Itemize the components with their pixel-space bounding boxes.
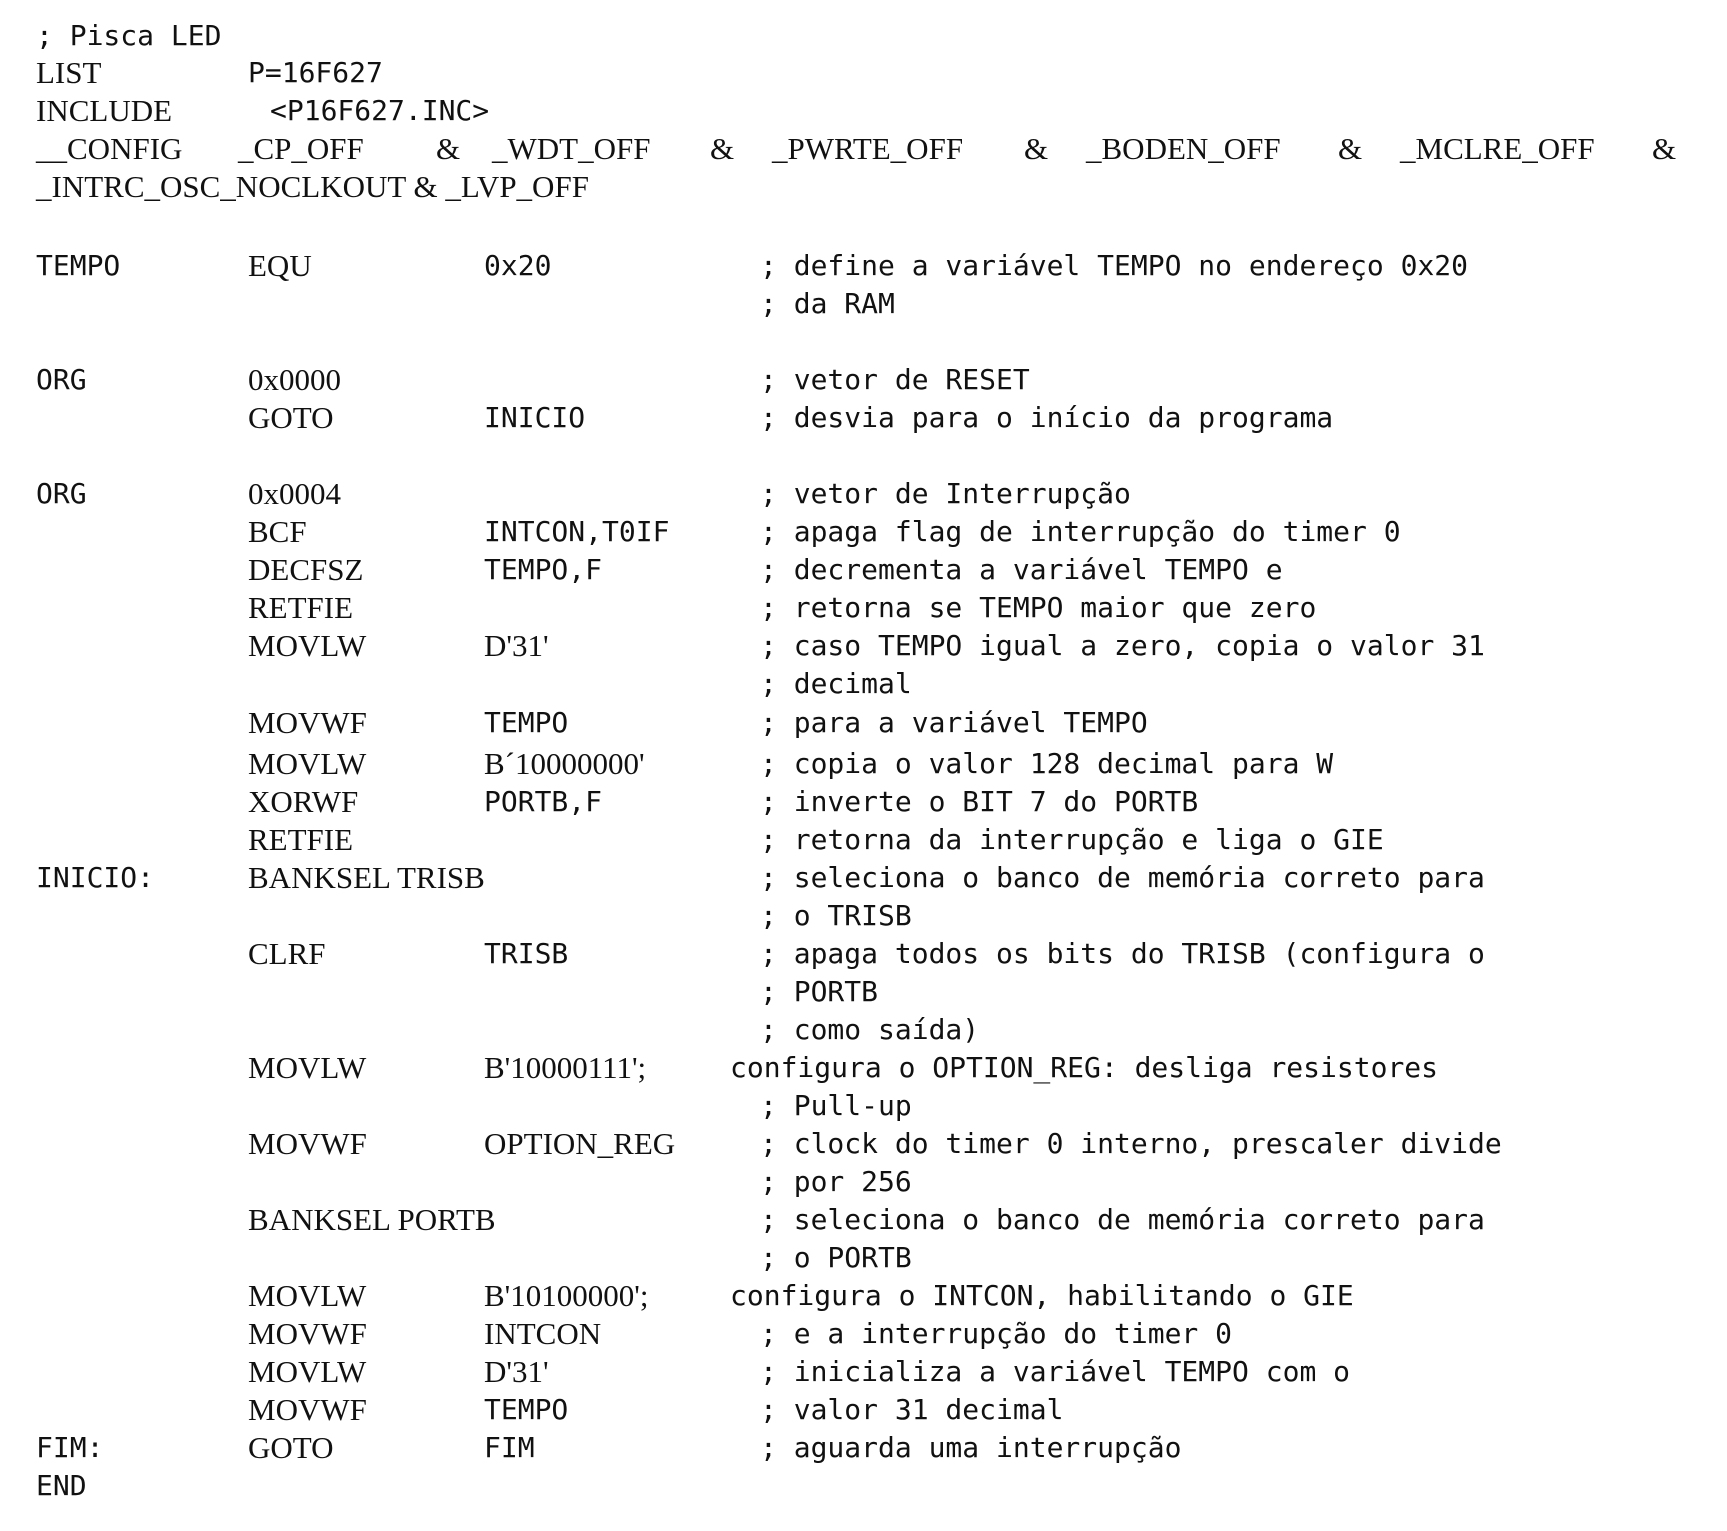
- line-comment: ; e a interrupção do timer 0: [760, 1317, 1233, 1350]
- config-continuation: _INTRC_OSC_NOCLKOUT & _LVP_OFF: [36, 169, 589, 204]
- line-operand: B´10000000': [484, 746, 645, 781]
- list-line: [0, 53, 1727, 93]
- config-token: &: [710, 131, 735, 166]
- line-operand: OPTION_REG: [484, 1126, 676, 1161]
- line-operand: B'10000111';: [484, 1050, 647, 1085]
- line-opcode: XORWF: [248, 784, 359, 819]
- code-line: [0, 626, 1727, 666]
- config-token: _WDT_OFF: [492, 131, 651, 166]
- header-title-line: [0, 16, 1727, 56]
- config-token: &: [436, 131, 461, 166]
- code-line: [0, 284, 1727, 324]
- line-comment: ; retorna da interrupção e liga o GIE: [760, 823, 1384, 856]
- code-line: [0, 1314, 1727, 1354]
- include-value: <P16F627.INC>: [270, 94, 490, 127]
- config-token: &: [1024, 131, 1049, 166]
- line-comment: ; seleciona o banco de memória correto para: [760, 1203, 1485, 1236]
- line-comment: ; retorna se TEMPO maior que zero: [760, 591, 1317, 624]
- line-comment: ; clock do timer 0 interno, prescaler divide: [760, 1127, 1502, 1160]
- line-operand: B'10100000';: [484, 1278, 649, 1313]
- line-comment: ; da RAM: [760, 287, 895, 320]
- line-operand: TRISB: [484, 937, 569, 970]
- code-line: [0, 1010, 1727, 1050]
- config-token: _BODEN_OFF: [1086, 131, 1281, 166]
- line-opcode: MOVLW: [248, 628, 367, 663]
- line-operand: 0x20: [484, 249, 552, 282]
- config-token: _MCLRE_OFF: [1400, 131, 1595, 166]
- config-token: &: [1338, 131, 1363, 166]
- line-comment: ; desvia para o início da programa: [760, 401, 1334, 434]
- line-comment: ; apaga flag de interrupção do timer 0: [760, 515, 1401, 548]
- line-opcode: BANKSEL TRISB: [248, 860, 485, 895]
- line-opcode: GOTO: [248, 1430, 334, 1465]
- line-label: ORG: [36, 363, 87, 396]
- line-operand: FIM: [484, 1431, 535, 1464]
- line-comment: ; valor 31 decimal: [760, 1393, 1064, 1426]
- line-opcode: GOTO: [248, 400, 334, 435]
- line-opcode: MOVLW: [248, 1050, 367, 1085]
- code-line: [0, 1276, 1727, 1316]
- line-comment: ; apaga todos os bits do TRISB (configura o: [760, 937, 1485, 970]
- line-opcode: BCF: [248, 514, 307, 549]
- line-operand: TEMPO,F: [484, 553, 603, 586]
- line-comment: ; como saída): [760, 1013, 980, 1046]
- code-line: [0, 1124, 1727, 1164]
- code-line: [0, 588, 1727, 628]
- line-opcode: MOVWF: [248, 1392, 367, 1427]
- code-line: [0, 1352, 1727, 1392]
- code-line: [0, 858, 1727, 898]
- line-operand: INTCON: [484, 1316, 602, 1351]
- line-label: TEMPO: [36, 249, 121, 282]
- code-line: [0, 744, 1727, 784]
- line-comment: ; copia o valor 128 decimal para W: [760, 747, 1334, 780]
- include-line: [0, 91, 1727, 131]
- line-comment: configura o OPTION_REG: desliga resistores: [730, 1051, 1439, 1084]
- line-comment: ; seleciona o banco de memória correto para: [760, 861, 1485, 894]
- line-operand: D'31': [484, 628, 549, 663]
- include-directive: INCLUDE: [36, 93, 173, 128]
- code-line: [0, 703, 1727, 743]
- code-line: [0, 934, 1727, 974]
- code-line: [0, 360, 1727, 400]
- line-opcode: RETFIE: [248, 590, 354, 625]
- line-opcode: MOVLW: [248, 746, 367, 781]
- line-opcode: 0x0004: [248, 476, 341, 511]
- code-line: [0, 972, 1727, 1012]
- line-operand: INTCON,T0IF: [484, 515, 670, 548]
- line-operand: PORTB,F: [484, 785, 603, 818]
- config-token: _CP_OFF: [238, 131, 364, 166]
- line-opcode: MOVLW: [248, 1354, 367, 1389]
- config-line-1: [0, 129, 1727, 169]
- line-opcode: 0x0000: [248, 362, 341, 397]
- line-operand: TEMPO: [484, 1393, 569, 1426]
- code-line: [0, 246, 1727, 286]
- line-label: END: [36, 1469, 87, 1502]
- line-label: FIM:: [36, 1431, 104, 1464]
- code-line: [0, 1390, 1727, 1430]
- line-comment: ; para a variável TEMPO: [760, 706, 1148, 739]
- line-comment: ; Pull-up: [760, 1089, 912, 1122]
- line-comment: ; inverte o BIT 7 do PORTB: [760, 785, 1199, 818]
- code-line: [0, 1048, 1727, 1088]
- line-comment: ; por 256: [760, 1165, 912, 1198]
- code-line: [0, 1238, 1727, 1278]
- line-opcode: BANKSEL PORTB: [248, 1202, 496, 1237]
- line-label: INICIO:: [36, 861, 155, 894]
- line-comment: ; decimal: [760, 667, 912, 700]
- code-line: [0, 664, 1727, 704]
- line-comment: ; decrementa a variável TEMPO e: [760, 553, 1283, 586]
- line-comment: configura o INTCON, habilitando o GIE: [730, 1279, 1354, 1312]
- code-line: [0, 1162, 1727, 1202]
- code-line: [0, 896, 1727, 936]
- config-token: __CONFIG: [36, 131, 183, 166]
- code-line: [0, 782, 1727, 822]
- line-operand: TEMPO: [484, 706, 569, 739]
- code-line: [0, 1200, 1727, 1240]
- line-comment: ; define a variável TEMPO no endereço 0x20: [760, 249, 1469, 282]
- code-line: [0, 1428, 1727, 1468]
- config-token: _PWRTE_OFF: [772, 131, 964, 166]
- line-opcode: MOVLW: [248, 1278, 367, 1313]
- line-opcode: EQU: [248, 248, 312, 283]
- config-token: &: [1652, 131, 1677, 166]
- line-comment: ; aguarda uma interrupção: [760, 1431, 1182, 1464]
- line-comment: ; inicializa a variável TEMPO com o: [760, 1355, 1351, 1388]
- line-comment: ; o TRISB: [760, 899, 912, 932]
- line-comment: ; PORTB: [760, 975, 879, 1008]
- line-opcode: RETFIE: [248, 822, 354, 857]
- list-directive: LIST: [36, 55, 102, 90]
- line-label: ORG: [36, 477, 87, 510]
- line-opcode: MOVWF: [248, 1316, 367, 1351]
- line-opcode: CLRF: [248, 936, 326, 971]
- line-comment: ; o PORTB: [760, 1241, 912, 1274]
- line-operand: D'31': [484, 1354, 549, 1389]
- code-line: [0, 550, 1727, 590]
- code-line: [0, 398, 1727, 438]
- program-title: ; Pisca LED: [36, 19, 222, 52]
- line-operand: INICIO: [484, 401, 586, 434]
- code-line: [0, 474, 1727, 514]
- code-line: [0, 1086, 1727, 1126]
- code-line: [0, 1466, 1727, 1506]
- list-value: P=16F627: [248, 56, 383, 89]
- line-comment: ; vetor de Interrupção: [760, 477, 1131, 510]
- line-comment: ; caso TEMPO igual a zero, copia o valor 31: [760, 629, 1485, 662]
- code-line: [0, 820, 1727, 860]
- line-comment: ; vetor de RESET: [760, 363, 1030, 396]
- config-line-2: [0, 167, 1727, 207]
- line-opcode: DECFSZ: [248, 552, 364, 587]
- code-line: [0, 512, 1727, 552]
- line-opcode: MOVWF: [248, 705, 367, 740]
- line-opcode: MOVWF: [248, 1126, 367, 1161]
